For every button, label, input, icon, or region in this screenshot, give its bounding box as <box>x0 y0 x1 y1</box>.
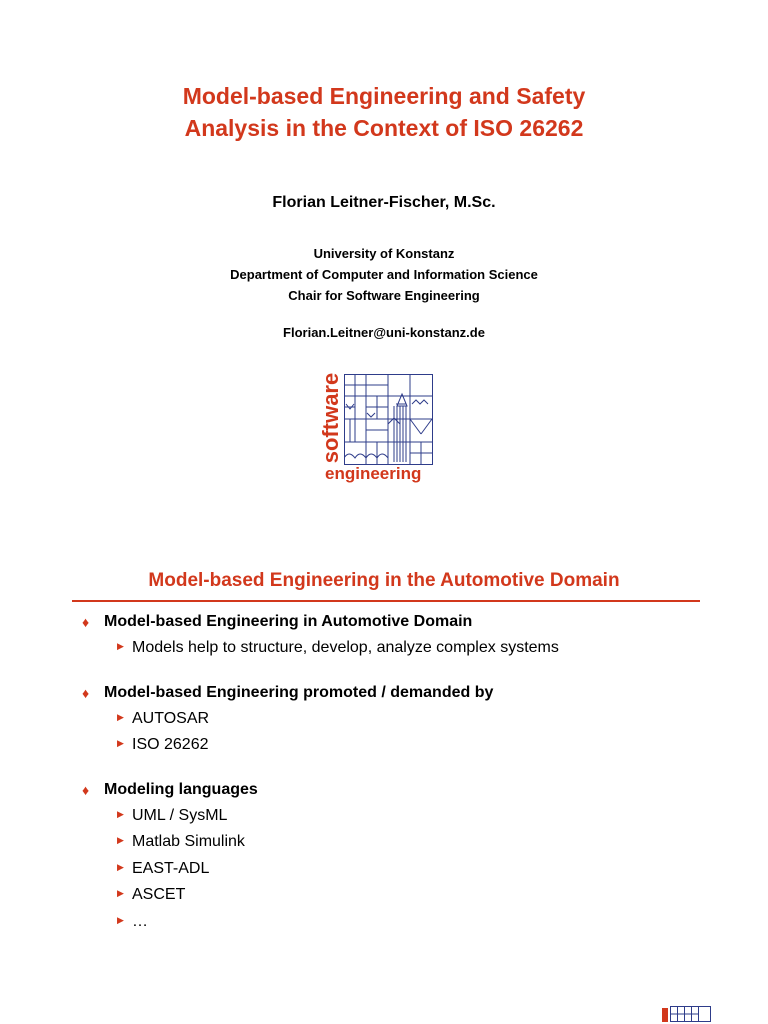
software-engineering-logo <box>318 370 440 488</box>
diamond-icon: ♦ <box>82 614 90 630</box>
bullet-text: Model-based Engineering in Automotive Domain <box>104 613 473 630</box>
logo-text-engineering: engineering <box>325 464 422 483</box>
slide-title <box>0 80 768 144</box>
sub-bullet-text: ISO 26262 <box>132 736 209 753</box>
title-line-1: Model-based Engineering and Safety <box>182 83 586 109</box>
sub-bullet-item <box>80 882 700 909</box>
bullet-item <box>80 680 700 706</box>
sub-bullet-item <box>80 732 700 759</box>
university-name: University of Konstanz <box>313 246 455 261</box>
author-name: Florian Leitner-Fischer, M.Sc. <box>272 194 496 211</box>
triangle-right-icon: ▶ <box>117 914 124 925</box>
section-heading: Model-based Engineering in the Automotive Domain <box>148 570 620 591</box>
bullet-item <box>80 609 700 635</box>
footer-logo-icon <box>662 1006 712 1022</box>
triangle-right-icon: ▶ <box>117 808 124 819</box>
section-divider <box>72 600 700 602</box>
sub-bullet-text: … <box>132 912 148 930</box>
sub-bullet-text: Matlab Simulink <box>132 833 245 850</box>
triangle-right-icon: ▶ <box>117 711 124 722</box>
triangle-right-icon: ▶ <box>117 738 124 748</box>
affiliation-block <box>0 243 768 306</box>
triangle-right-icon: ▶ <box>117 835 124 845</box>
title-line-2: Analysis in the Context of ISO 26262 <box>184 115 584 141</box>
department-name: Department of Computer and Information Science <box>230 267 538 282</box>
logo-grid-graphic <box>344 374 434 466</box>
sub-bullet-item <box>80 829 700 856</box>
chair-name: Chair for Software Engineering <box>288 288 480 303</box>
sub-bullet-text: UML / SysML <box>132 806 228 824</box>
author-email: Florian.Leitner@uni-konstanz.de <box>283 325 485 340</box>
bullet-group-1 <box>80 609 700 662</box>
sub-bullet-item <box>80 856 700 883</box>
triangle-right-icon: ▶ <box>117 861 124 872</box>
bullet-text: Modeling languages <box>104 780 258 798</box>
diamond-icon: ♦ <box>82 684 90 701</box>
bullet-text: Model-based Engineering promoted / demanded by <box>104 683 494 701</box>
logo-text-software: software <box>318 372 343 464</box>
bullet-group-2 <box>80 680 700 759</box>
sub-bullet-text: ASCET <box>132 886 186 903</box>
sub-bullet-item <box>80 635 700 662</box>
triangle-right-icon: ▶ <box>117 888 124 898</box>
sub-bullet-text: Models help to structure, develop, analyze complex systems <box>132 639 559 656</box>
sub-bullet-text: AUTOSAR <box>132 709 210 727</box>
bullet-list <box>80 609 700 953</box>
diamond-icon: ♦ <box>82 781 90 798</box>
triangle-right-icon: ▶ <box>117 641 124 651</box>
sub-bullet-item <box>80 909 700 936</box>
sub-bullet-item <box>80 706 700 733</box>
sub-bullet-item <box>80 803 700 830</box>
bullet-group-3 <box>80 777 700 936</box>
bullet-item <box>80 777 700 803</box>
sub-bullet-text: EAST-ADL <box>132 859 210 877</box>
